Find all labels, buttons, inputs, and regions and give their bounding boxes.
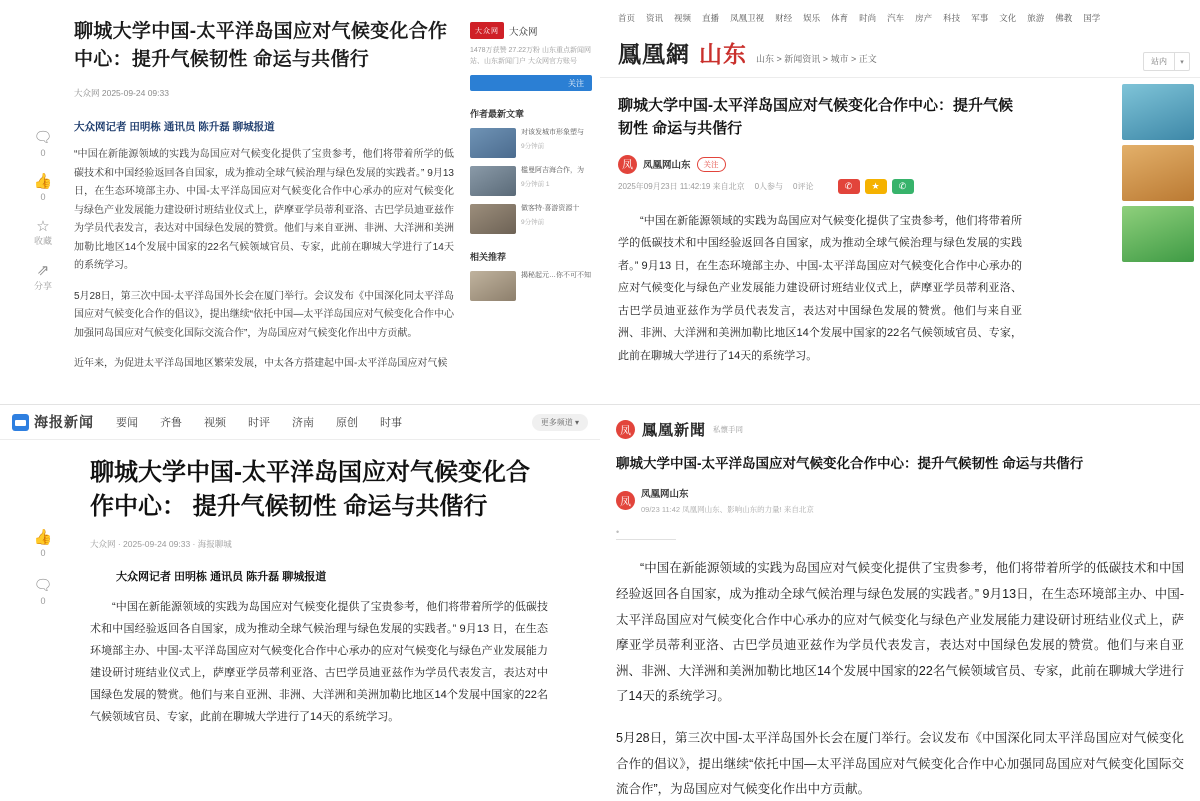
search-box[interactable] — [1143, 52, 1190, 71]
list-item-time: 9分钟前 — [521, 219, 545, 227]
like-count: 0 — [40, 548, 46, 558]
article-byline: 大众网记者 田明栋 通讯员 陈升磊 聊城报道 — [116, 571, 327, 584]
nav-item-video[interactable]: 视频 — [674, 13, 692, 23]
page-title: 聊城大学中国-太平洋岛国应对气候变化合作中心：提升气候韧性 命运与共偕行 — [74, 21, 448, 70]
social-rail-left — [26, 130, 60, 308]
thumbnail-image — [470, 204, 516, 234]
ad-column — [1122, 84, 1194, 267]
haibao-logo-icon — [12, 414, 29, 431]
nav-item-shiping[interactable]: 时评 — [248, 417, 270, 429]
panel-dazhong-article — [0, 0, 600, 404]
list-item[interactable] — [470, 271, 592, 301]
publisher-card[interactable] — [470, 22, 592, 39]
list-item[interactable] — [470, 128, 592, 158]
ifeng-topnav — [600, 0, 1200, 30]
more-channels-button[interactable]: 更多频道 ▾ — [532, 414, 588, 431]
loading-dots: • — [616, 527, 620, 538]
follow-button[interactable]: 关注 — [697, 157, 726, 172]
favorite-label: 收藏 — [33, 236, 52, 247]
share-icon: ⇗ — [36, 262, 50, 280]
page-title: 聊城大学中国-太平洋岛国应对气候变化合作中心：提升气候韧性 命运与共偕行 — [616, 456, 1084, 471]
like-count: 0 — [40, 191, 46, 202]
favorite-icon: ☆ — [36, 217, 50, 235]
article-paragraph: “中国在新能源领域的实践为岛国应对气候变化提供了宝贵参考，他们将带着所学的低碳技术和中国经验返回各自国家，成为推动全球气候治理与绿色发展的实践者。” 9月13 日，在生态环境部主办、中国-太平洋岛国应对气候变化合作中心承办的应对气候变化与绿色产业发展能力建设研讨班结业仪式上，萨摩亚学员蒂利亚洛、古巴学员迪亚兹作为学员代表发言，表达对中国绿色发展的赞赏。他们与来自亚洲、非洲、大洋洲和美洲加勒比地区14个发展中国家的22名气候领域官员、专家，此前在聊城大学进行了14天的系统学习。 — [618, 214, 1022, 362]
page-title: 聊城大学中国-太平洋岛国应对气候变化合作中心： 提升气候韧性 命运与共偕行 — [90, 459, 530, 521]
nav-item-jinan[interactable]: 济南 — [292, 417, 314, 429]
ifeng-header — [600, 30, 1200, 78]
like-icon: 👍 — [33, 173, 53, 191]
site-logo[interactable]: 鳳凰網 — [618, 42, 690, 67]
ad-banner[interactable] — [1122, 206, 1194, 262]
source-name[interactable]: 凤凰网山东 — [641, 489, 689, 501]
site-name: 海报新闻 — [34, 414, 94, 430]
source-row — [618, 155, 1022, 174]
ifeng-logo-icon: 凤 — [616, 491, 635, 510]
article-meta: 大众网 · 2025-09-24 09:33 · 海报聊城 — [90, 539, 232, 550]
nav-item-live[interactable]: 直播 — [702, 13, 720, 23]
nav-item-yaowen[interactable]: 要闻 — [116, 417, 138, 429]
wechat-share-icon[interactable]: ✆ — [892, 179, 914, 194]
nav-item-travel[interactable]: 旅游 — [1027, 13, 1045, 23]
nav-item-qilu[interactable]: 齐鲁 — [160, 417, 182, 429]
participate-count: 0人参与 — [754, 181, 784, 191]
ifeng-logo-icon: 凤 — [616, 420, 635, 439]
article-paragraph: 近年来，为促进太平洋岛国地区繁荣发展，中太各方搭建起中国-太平洋岛国应对气候 — [74, 358, 448, 370]
nav-item-tech[interactable]: 科技 — [943, 13, 961, 23]
article-paragraph: “中国在新能源领域的实践为岛国应对气候变化提供了宝贵参考，他们将带着所学的低碳技术和中国经验返回各自国家，成为推动全球气候治理与绿色发展的实践者。” 9月13日，在生态环境部主办、中国-太平洋岛国应对气候变化合作中心承办的应对气候变化与绿色产业发展能力建设研讨班结业仪式上，萨摩亚学员蒂利亚洛、古巴学员迪亚兹作为学员代表发言，表达对中国绿色发展的赞赏。他们与来自亚洲、非洲、大洋洲和美洲加勒比地区14个发展中国家的22名气候领域官员、专家，此前在聊城大学进行了14天的系统学习。 — [616, 561, 1184, 704]
weibo-share-icon[interactable]: ✆ — [838, 179, 860, 194]
nav-item-finance[interactable]: 财经 — [775, 13, 793, 23]
article-paragraph: 5月28日，第三次中国-太平洋岛国外长会在厦门举行。会议发布《中国深化同太平洋岛国应对气候变化合作的倡议》，提出继续“依托中国—太平洋岛国应对气候变化合作中心加强同岛国应对气候变化国际交流合作”，为岛国应对气候变化作出中方贡献。 — [74, 290, 455, 339]
share-actions — [838, 179, 914, 194]
favorite-icon[interactable]: ★ — [865, 179, 887, 194]
comment-icon: 🗨 — [33, 129, 53, 146]
site-name: 鳳凰新聞 — [642, 423, 707, 439]
source-name[interactable]: 凤凰网山东 — [643, 160, 691, 171]
share-button[interactable] — [26, 263, 60, 291]
follow-button[interactable]: 关注 — [470, 75, 592, 91]
list-item[interactable] — [470, 166, 592, 196]
dazhong-logo-icon: 大众网 — [470, 22, 504, 39]
nav-item-phoenix-tv[interactable]: 凤凰卫视 — [730, 13, 765, 23]
nav-item-sports[interactable]: 体育 — [831, 13, 849, 23]
nav-item-shishi[interactable]: 时事 — [380, 417, 402, 429]
like-button[interactable] — [26, 174, 60, 202]
nav-item-shipin[interactable]: 视频 — [204, 417, 226, 429]
comment-button[interactable] — [26, 130, 60, 158]
sidebar — [470, 22, 592, 301]
comment-icon: 🗨 — [33, 577, 53, 594]
ifeng-logo-icon: 凤 — [618, 155, 637, 174]
nav-item-fashion[interactable]: 时尚 — [859, 13, 877, 23]
breadcrumb: 山东 > 新闻资讯 > 城市 > 正文 — [756, 54, 877, 64]
site-tagline: 私懷手同 — [713, 425, 744, 434]
mobile-brand — [616, 419, 1184, 440]
article-paragraph: “中国在新能源领域的实践为岛国应对气候变化提供了宝贵参考，他们将带着所学的低碳技术和中国经验返回各自国家，成为推动全球气候治理与绿色发展的实践者。” 9月13 日，在生态环境部主办、中国-太平洋岛国应对气候变化合作中心承办的应对气候变化与绿色产业发展能力建设研讨班结业仪式上，萨摩亚学员蒂利亚洛、古巴学员迪亚兹作为学员代表发言，表达对中国绿色发展的赞赏。他们与来自亚洲、非洲、大洋洲和美洲加勒比地区14个发展中国家的22名气候领域官员、专家，此前在聊城大学进行了14天的系统学习。 — [74, 149, 454, 272]
comment-count: 0 — [40, 596, 46, 606]
divider — [616, 539, 676, 540]
search-scope-label: 站内 — [1151, 57, 1167, 66]
nav-item-property[interactable]: 房产 — [915, 13, 933, 23]
thumbnail-image — [470, 271, 516, 301]
comment-count: 0 — [40, 147, 46, 158]
nav-item-yuanchuang[interactable]: 原创 — [336, 417, 358, 429]
author-articles-heading: 作者最新文章 — [470, 109, 525, 120]
list-item-time: 9分钟前 — [521, 143, 545, 151]
like-icon: 👍 — [33, 529, 53, 546]
article-paragraph: 5月28日，第三次中国-太平洋岛国外长会在厦门举行。会议发布《中国深化同太平洋岛国应对气候变化合作的倡议》，提出继续“依托中国—太平洋岛国应对气候变化合作中心加强同岛国应对气候变化国际交流合作”，为岛国应对气候变化作出中方贡献。 — [616, 731, 1184, 797]
haibao-navbar — [0, 405, 600, 440]
article-meta: 大众网 2025-09-24 09:33 — [74, 88, 169, 99]
source-row — [616, 486, 1184, 515]
thumbnail-image — [470, 128, 516, 158]
list-item-title: 对该发城市形象塑与 — [521, 129, 584, 137]
article-meta: 09/23 11:42 凤凰网山东、影响山东的力量! 来自北京 — [641, 505, 814, 515]
share-label: 分享 — [33, 280, 52, 291]
nav-item-home[interactable]: 首页 — [618, 13, 636, 23]
like-button[interactable] — [28, 528, 58, 558]
publisher-name: 大众网 — [509, 26, 538, 38]
nav-item-guoxue[interactable]: 国学 — [1083, 13, 1101, 23]
nav-item-military[interactable]: 军事 — [971, 13, 989, 23]
nav-item-entertainment[interactable]: 娱乐 — [803, 13, 821, 23]
nav-item-buddhism[interactable]: 佛教 — [1055, 13, 1073, 23]
nav-item-auto[interactable]: 汽车 — [887, 13, 905, 23]
thumbnail-image — [470, 166, 516, 196]
related-heading: 相关推荐 — [470, 252, 507, 263]
list-item-title: 槛曼阿吉海合作，为 — [521, 167, 584, 175]
article-submeta — [618, 179, 1022, 194]
list-item-title: 做客特·喜游资源十 — [521, 205, 580, 213]
panel-ifeng-mobile-article — [600, 404, 1200, 801]
ad-banner[interactable] — [1122, 84, 1194, 140]
timestamp: 2025年09月23日 11:42:19 来自北京 — [618, 181, 745, 191]
list-item[interactable] — [470, 204, 592, 234]
social-rail-left — [28, 528, 58, 624]
publisher-stats: 1478万获赞 27.22万粉 山东重点新闻网站、山东新闻门户 大众网官方账号 — [470, 47, 591, 66]
favorite-button[interactable] — [26, 219, 60, 247]
region-logo[interactable]: 山东 — [699, 42, 747, 67]
ad-banner[interactable] — [1122, 145, 1194, 201]
panel-ifeng-article — [600, 0, 1200, 404]
comment-button[interactable] — [28, 576, 58, 606]
comment-count: 0评论 — [793, 181, 814, 191]
list-item-time: 9分钟前 1 — [521, 181, 550, 189]
haibao-logo[interactable] — [12, 412, 94, 432]
list-item-title: 揭秘起元…你不可不知 — [521, 272, 591, 280]
panel-haibao-article — [0, 404, 600, 801]
nav-item-culture[interactable]: 文化 — [999, 13, 1017, 23]
nav-item-news[interactable]: 资讯 — [646, 13, 664, 23]
article-paragraph: “中国在新能源领域的实践为岛国应对气候变化提供了宝贵参考，他们将带着所学的低碳技术和中国经验返回各自国家，成为推动全球气候治理与绿色发展的实践者。” 9月13 日，在生态环境部主办、中国-太平洋岛国应对气候变化合作中心承办的应对气候变化与绿色产业发展能力建设研讨班结业仪式上，萨摩亚学员蒂利亚洛、古巴学员迪亚兹作为学员代表发言，表达对中国绿色发展的赞赏。他们与来自亚洲、非洲、大洋洲和美洲加勒比地区14个发展中国家的22名气候领域官员、专家，此前在聊城大学进行了14天的系统学习。 — [90, 601, 548, 724]
article-byline: 大众网记者 田明栋 通讯员 陈升磊 聊城报道 — [74, 121, 275, 134]
chevron-down-icon[interactable]: ▾ — [1174, 53, 1189, 70]
page-title: 聊城大学中国-太平洋岛国应对气候变化合作中心：提升气候韧性 命运与共偕行 — [618, 97, 1013, 138]
